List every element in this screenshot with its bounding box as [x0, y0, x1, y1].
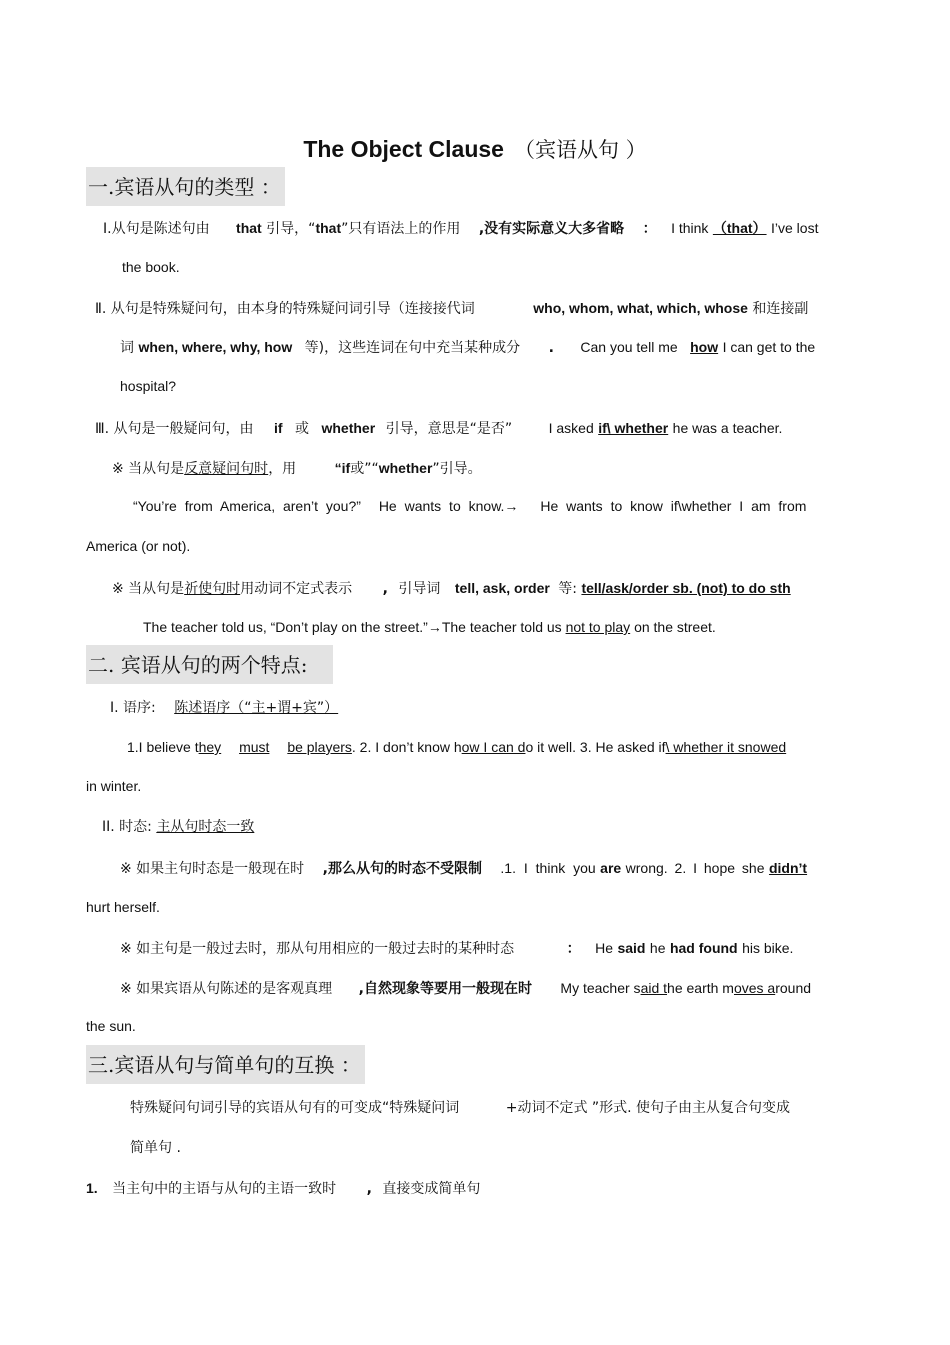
note-tag-question — [112, 458, 482, 478]
paragraph-continuation: 简单句 . — [130, 1140, 181, 1156]
example-sentence — [133, 498, 806, 514]
example-text: I can get to the — [722, 339, 816, 355]
text: 词 — [120, 340, 134, 356]
keyword: tell, ask, order — [454, 580, 550, 596]
paragraph-continuation: hospital? — [120, 378, 177, 394]
paragraph-continuation: hurt herself. — [86, 899, 160, 915]
example-underline: ow I can d — [461, 739, 526, 755]
note-past-tense — [120, 938, 793, 958]
paragraph-continuation: the sun. — [86, 1018, 136, 1034]
example-text: he earth m — [667, 980, 734, 996]
example-underline: hey — [198, 739, 222, 755]
text: 或 — [295, 421, 310, 437]
list-number: 1. — [86, 1180, 98, 1196]
keyword: that — [315, 220, 342, 236]
example-bold: said — [617, 940, 646, 956]
keyword: that — [236, 220, 262, 236]
text: ※ 当从句是 — [112, 461, 185, 477]
example-text: →The teacher told us — [427, 619, 562, 635]
text: , — [382, 581, 388, 597]
paragraph-type-2 — [95, 298, 808, 318]
example-underline: must — [239, 739, 270, 755]
keyword: whether — [321, 420, 376, 436]
section-heading-3: 三.宾语从句与简单句的互换 ： — [86, 1045, 365, 1084]
text: Ⅱ. 从句是特殊疑问句，由本身的特殊疑问词引导（连接接代词 — [95, 301, 475, 317]
text: ,没有实际意义大多省略 — [478, 221, 625, 237]
text: 当主句中的主语与从句的主语一致时 — [112, 1181, 337, 1197]
example-text: He wants to know.→ — [378, 498, 519, 514]
text: II. 时态: — [102, 819, 152, 835]
underlined-text: 祈使句时 — [184, 581, 241, 597]
text: 引导，“ — [266, 221, 316, 237]
text: ※ 如果宾语从句陈述的是客观真理 — [120, 981, 333, 997]
example-text: He — [595, 940, 613, 956]
paragraph-continuation: in winter. — [86, 778, 142, 794]
example-underline: if\ whether — [598, 420, 669, 436]
example-underline: \ whether it snowed — [665, 739, 787, 755]
text: 特殊疑问句词引导的宾语从句有的可变成“特殊疑问词 — [130, 1100, 460, 1116]
paragraph-type-1 — [103, 218, 818, 238]
text: 等: — [558, 581, 577, 597]
example-bold: had found — [669, 940, 738, 956]
example-text: He wants to know if\whether I am from — [540, 498, 807, 514]
text: ※ 如果主句时态是一般现在时 — [120, 861, 305, 877]
paragraph-continuation: the book. — [122, 259, 180, 275]
text: . — [548, 340, 554, 356]
title-english: The Object Clause — [303, 136, 504, 162]
example-bold: are — [600, 860, 622, 876]
example-underline: （that） — [712, 220, 767, 236]
example-text: “You’re from America, aren’t you?” — [133, 498, 361, 514]
keyword: whether — [378, 460, 433, 476]
title-chinese: （宾语从句 ） — [513, 138, 647, 162]
text: 和连接副 — [752, 301, 809, 317]
note-present-tense — [120, 858, 807, 878]
example-underline: be players — [287, 739, 352, 755]
text: ： — [642, 221, 657, 237]
text: ”只有语法上的作用 — [341, 221, 461, 237]
page-title — [0, 134, 950, 164]
text: 引导词 — [398, 581, 441, 597]
feature-tense — [102, 816, 254, 836]
text: ※ 当从句是 — [112, 581, 185, 597]
example-text: o it well. 3. He asked if — [525, 739, 666, 755]
text: ： — [566, 941, 581, 957]
section-heading-2: 二. 宾语从句的两个特点: — [86, 645, 333, 684]
text: 直接变成简单句 — [382, 1181, 481, 1197]
example-sentence — [143, 619, 716, 635]
example-text: 1.I believe t — [127, 739, 199, 755]
underlined-text: 反意疑问句时 — [184, 461, 269, 477]
text: 等)，这些连词在句中充当某种成分 — [304, 340, 521, 356]
keyword: who, whom, what, which, whose — [533, 300, 748, 316]
example-text: Can you tell me — [580, 339, 678, 355]
paragraph-conversion — [130, 1097, 790, 1117]
text: 引导，意思是“是否” — [385, 421, 513, 437]
paragraph-continuation: America (or not). — [86, 538, 191, 554]
note-imperative — [112, 578, 791, 598]
text: 或”“ — [350, 461, 379, 477]
example-text: . 2. I don’t know h — [351, 739, 462, 755]
example-underline: not to play — [565, 619, 631, 635]
example-text: on the street. — [634, 619, 716, 635]
example-underline: how — [690, 339, 719, 355]
example-text: I think — [671, 220, 709, 236]
keyword: if — [274, 420, 283, 436]
example-text: wrong. 2. I hope she — [625, 860, 765, 876]
example-text: .1. I think you — [500, 860, 596, 876]
example-text: The teacher told us, “Don’t play on the street.” — [143, 619, 428, 635]
example-text: his bike. — [742, 940, 794, 956]
text: ，用 — [268, 461, 297, 477]
example-text: I asked — [548, 420, 594, 436]
note-objective-truth — [120, 978, 811, 998]
example-text: I’ve lost — [771, 220, 819, 236]
paragraph-continuation — [120, 337, 815, 357]
feature-word-order — [110, 697, 338, 717]
section-heading-1: 一.宾语从句的类型 ： — [86, 167, 285, 206]
example-text: he was a teacher. — [672, 420, 783, 436]
text: , — [366, 1181, 372, 1197]
text: ”引导。 — [432, 461, 482, 477]
example-text: he — [649, 940, 666, 956]
underlined-text: 主从句时态一致 — [156, 819, 255, 835]
text: ※ 如主句是一般过去时，那从句用相应的一般过去时的某种时态 — [120, 941, 515, 957]
rule-1 — [86, 1178, 480, 1198]
example-underline: aid t — [640, 980, 668, 996]
text: +动词不定式 ”形式. 使句子由主从复合句变成 — [505, 1100, 791, 1116]
example-underline: oves a — [733, 980, 776, 996]
underlined-text: 陈述语序（“主+谓+宾”） — [174, 700, 339, 716]
paragraph-type-3 — [95, 418, 782, 438]
text: 用动词不定式表示 — [240, 581, 353, 597]
example-text: My teacher s — [560, 980, 641, 996]
keyword: “if — [334, 460, 351, 476]
keyword: when, where, why, how — [138, 339, 293, 355]
text: ,自然现象等要用一般现在时 — [358, 981, 532, 997]
example-text: round — [775, 980, 812, 996]
example-underline: didn’t — [768, 860, 808, 876]
text: Ⅰ.从句是陈述句由 — [103, 221, 210, 237]
underlined-keyword: tell/ask/order sb. (not) to do sth — [581, 580, 791, 596]
text: ,那么从句的时态不受限制 — [322, 861, 482, 877]
text: I. 语序: — [110, 700, 156, 716]
text: Ⅲ. 从句是一般疑问句，由 — [95, 421, 254, 437]
example-sentence — [127, 739, 786, 755]
